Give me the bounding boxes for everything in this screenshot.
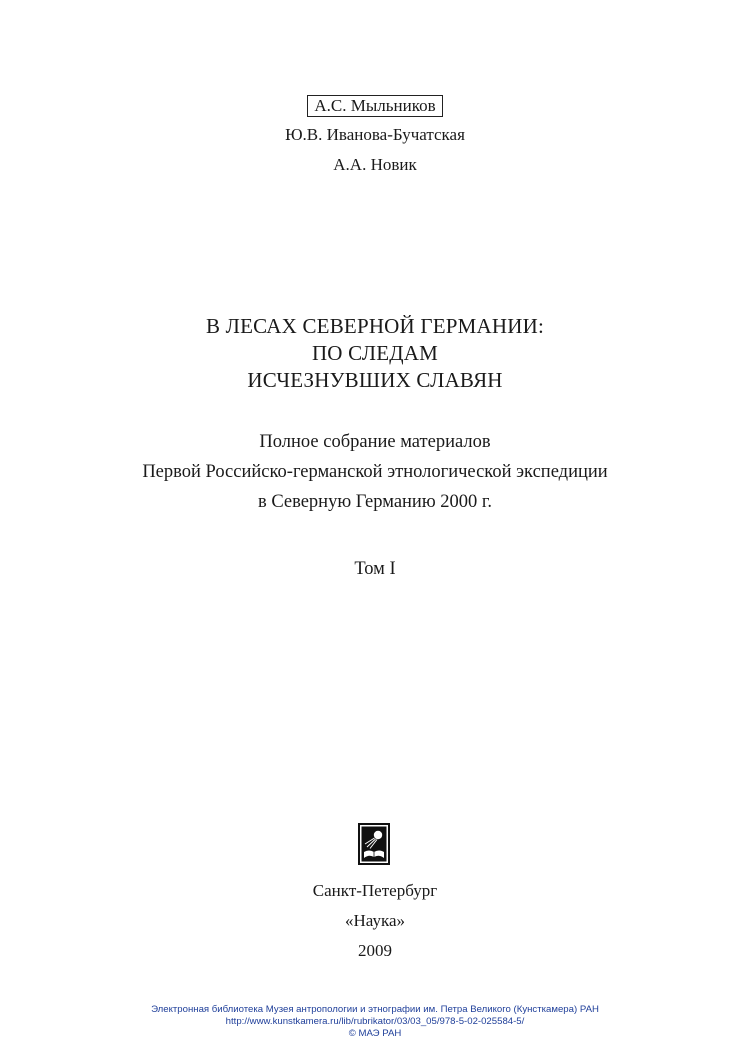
book-title-line-2: ПО СЛЕДАМ <box>311 341 439 365</box>
subtitle-line-3: в Северную Германию 2000 г. <box>257 492 493 512</box>
footer-url-link[interactable]: http://www.kunstkamera.ru/lib/rubrikator/03/03_05/978-5-02-025584-5/ <box>225 1016 525 1027</box>
footer-copyright: © МАЭ РАН <box>348 1028 402 1039</box>
book-title-line-3: ИСЧЕЗНУВШИХ СЛАВЯН <box>247 368 503 392</box>
footer-library-credit: Электронная библиотека Музея антропологии и этнографии им. Петра Великого (Кунсткамера) РАН <box>151 1004 599 1015</box>
author-1-row <box>0 95 750 117</box>
book-rocket-emblem-icon <box>357 822 391 866</box>
book-title-line-1: В ЛЕСАХ СЕВЕРНОЙ ГЕРМАНИИ: <box>206 314 544 338</box>
author-2: Ю.В. Иванова-Бучатская <box>285 125 465 144</box>
imprint-city: Санкт-Петербург <box>312 881 438 900</box>
subtitle-line-1: Полное собрание материалов <box>259 432 491 452</box>
author-1: А.С. Мыльников <box>307 95 442 117</box>
author-3: А.А. Новик <box>333 155 417 174</box>
volume-label: Том I <box>354 559 396 579</box>
imprint-publisher: «Наука» <box>344 911 405 930</box>
imprint-year: 2009 <box>358 941 392 960</box>
subtitle-line-2: Первой Российско-германской этнологической экспедиции <box>142 462 608 482</box>
